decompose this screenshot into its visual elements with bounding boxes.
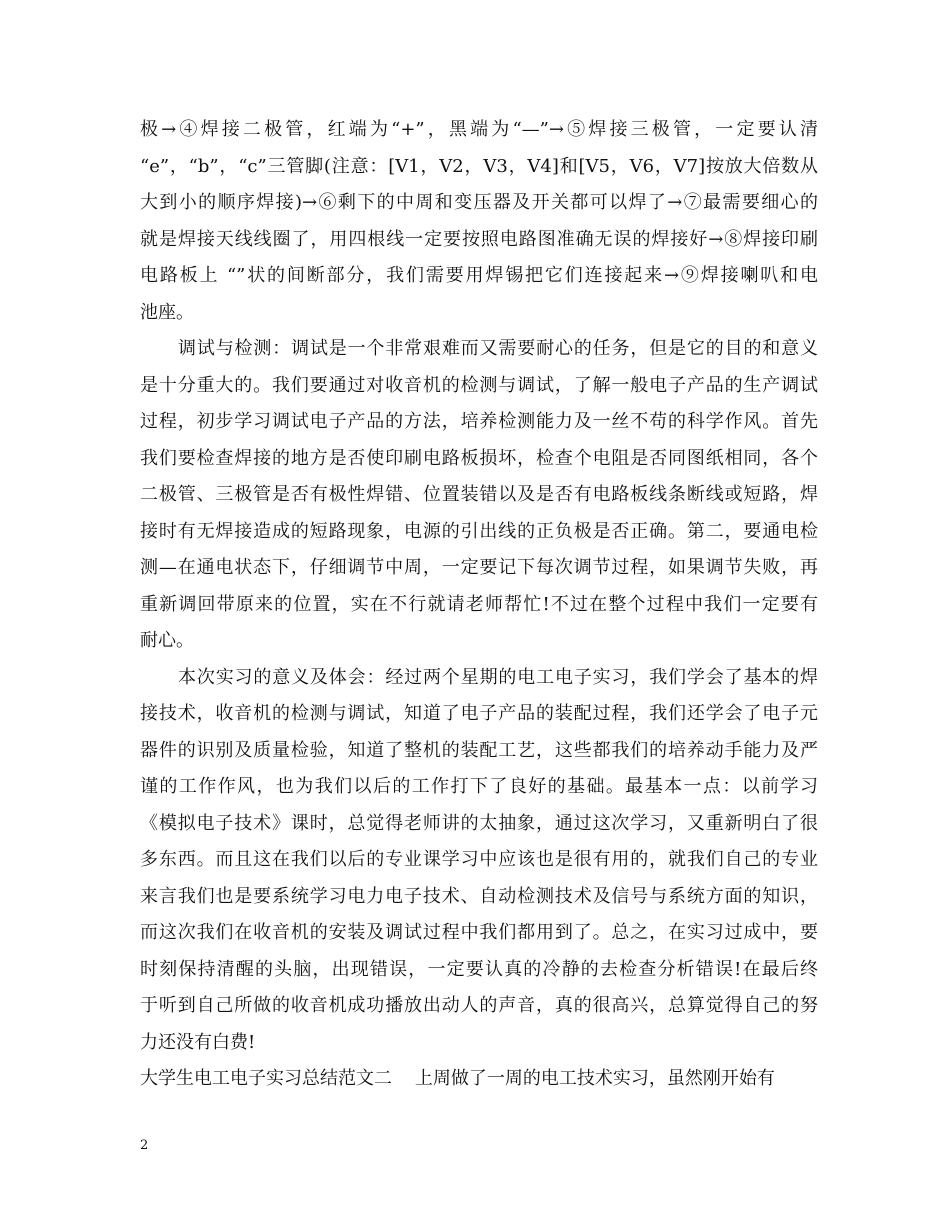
text-line: 我们要检查焊接的地方是否使印刷电路板损坏，检查个电阻是否同图纸相同，各个 bbox=[140, 447, 818, 469]
text-line: 《模拟电子技术》课时，总觉得老师讲的太抽象，通过这次学习，又重新明白了很 bbox=[140, 812, 818, 834]
page-number: 2 bbox=[140, 1138, 149, 1153]
text-line: 过程，初步学习调试电子产品的方法，培养检测能力及一丝不苟的科学作风。首先 bbox=[140, 411, 818, 432]
body-text bbox=[140, 112, 818, 1098]
text-line: 接时有无焊接造成的短路现象，电源的引出线的正负极是否正确。第二，要通电检 bbox=[140, 520, 818, 542]
text-line: 力还没有白费! bbox=[140, 1031, 256, 1053]
text-line: “e”，“b”，“c”三管脚(注意：[V1，V2，V3，V4]和[V5，V6，V7]按放大倍数从 bbox=[140, 155, 818, 177]
text-line: 调试与检测：调试是一个非常艰难而又需要耐心的任务，但是它的目的和意义 bbox=[178, 338, 818, 359]
text-line: 耐心。 bbox=[140, 630, 194, 651]
text-line: 器件的识别及质量检验，知道了整机的装配工艺，这些都我们的培养动手能力及严 bbox=[140, 739, 818, 761]
text-line: 就是焊接天线线圈了，用四根线一定要按照电路图准确无误的焊接好→⑧焊接印刷 bbox=[140, 228, 818, 250]
text-line: 二极管、三极管是否有极性焊错、位置装错以及是否有电路板线条断线或短路，焊 bbox=[140, 484, 818, 505]
text-line: 是十分重大的。我们要通过对收音机的检测与调试，了解一般电子产品的生产调试 bbox=[140, 374, 818, 396]
text-line: 大到小的顺序焊接)→⑥剩下的中周和变压器及开关都可以焊了→⑦最需要细心的 bbox=[140, 192, 818, 213]
text-line: 而这次我们在收音机的安装及调试过程中我们都用到了。总之，在实习过成中，要 bbox=[140, 922, 818, 943]
text-line: 接技术，收音机的检测与调试，知道了电子产品的装配过程，我们还学会了电子元 bbox=[140, 703, 818, 724]
text-line: 于听到自己所做的收音机成功播放出动人的声音，真的很高兴，总算觉得自己的努 bbox=[140, 995, 818, 1016]
text-line: 谨的工作作风，也为我们以后的工作打下了良好的基础。最基本一点：以前学习 bbox=[140, 776, 818, 797]
text-line: 重新调回带原来的位置，实在不行就请老师帮忙!不过在整个过程中我们一定要有 bbox=[140, 593, 818, 615]
text-line: 时刻保持清醒的头脑，出现错误，一定要认真的冷静的去检查分析错误!在最后终 bbox=[140, 958, 818, 980]
text-line: 大学生电工电子实习总结范文二 上周做了一周的电工技术实习，虽然刚开始有 bbox=[140, 1068, 775, 1089]
text-line: 极→④焊接二极管，红端为“+”，黑端为“—”→⑤焊接三极管，一定要认清 bbox=[140, 119, 818, 140]
text-line: 电路板上 “”状的间断部分，我们需要用焊锡把它们连接起来→⑨焊接喇叭和电 bbox=[140, 265, 818, 286]
text-line: 池座。 bbox=[140, 301, 194, 323]
text-line: 测—在通电状态下，仔细调节中周，一定要记下每次调节过程，如果调节失败，再 bbox=[140, 557, 818, 578]
text-line: 来言我们也是要系统学习电力电子技术、自动检测技术及信号与系统方面的知识， bbox=[140, 885, 818, 907]
text-line: 多东西。而且这在我们以后的专业课学习中应该也是很有用的，就我们自己的专业 bbox=[140, 849, 818, 870]
text-line: 本次实习的意义及体会：经过两个星期的电工电子实习，我们学会了基本的焊 bbox=[178, 666, 818, 688]
